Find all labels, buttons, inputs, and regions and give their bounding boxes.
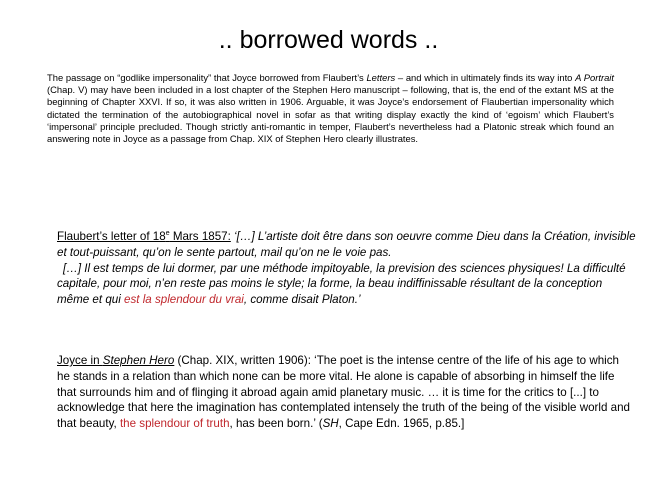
joyce-text-1: (Chap. XIX, written 1906): ‘The poet is the intense centre of the life of his age to which he stands in a relation than which none can be more vital. He alone is capable of absorbing in himself the life that surrounds him and of flinging it abroad again amid planetary music. … it is time for the critics to [...] to acknowledge that here the imagination has contemplated intensely the truth of the being of the visible world and that beauty, [57,354,630,431]
intro-portrait-title: A Portrait [575,72,614,83]
joyce-label-b: Stephen Hero [102,354,175,367]
flaubert-label [57,230,231,243]
joyce-sh-abbrev: SH [322,417,339,431]
intro-text-1: The passage on “godlike impersonality” that Joyce borrowed from Flaubert’s [47,72,367,83]
joyce-label-a: Joyce in [57,354,103,367]
intro-letters-title: Letters [366,72,396,83]
flaubert-quote-2: […] Il est temps de lui dormer, par une méthode impitoyable, la prevision des sciences physiques! La difficulté capitale, pour moi, n’en reste pas moins le style; la forme, la beau indiffinissable résultant de la conception même et qui [57,261,626,307]
joyce-text-3: , Cape Edn. 1965, p.85.] [338,417,465,431]
flaubert-quote-1: ‘[…] L’artiste doit être dans son oeuvre comme Dieu dans la Création, invisible et tout-puissant, qu’on le sente partout, mail qu’on ne le voie pas. [57,230,636,259]
slide-title: .. borrowed words .. [218,26,439,54]
intro-text-2: – and which in ultimately finds its way into [395,72,576,83]
joyce-highlight: the splendour of truth [119,417,230,431]
flaubert-highlight: est la splendour du vrai [124,293,244,307]
joyce-text-2: , has been born.’ ( [229,417,323,431]
flaubert-quote-3: , comme disait Platon.’ [243,293,361,307]
flaubert-quote [57,229,637,308]
flaubert-label-b: Mars 1857: [169,230,231,243]
joyce-quote [57,353,632,432]
intro-paragraph [47,72,614,145]
flaubert-label-sup: e [165,230,170,238]
flaubert-label-a: Flaubert’s letter of 18 [57,230,166,243]
intro-text-3: (Chap. V) may have been included in a lost chapter of the Stephen Hero manuscript – following, that is, the end of the extant MS at the beginning of Chapter XXVI. If so, it was also written in 1906. Arguable, it was Joyce’s endorsement of Flaubertian impersonality which dictated the termination of the autobiographical novel in sofar as that writing display exactly the kind of ‘egoism’ which Flaubert’s ‘impersonal’ principle precluded. Though strictly anti-romantic in temper, Flaubert’s nevertheless had a Platonic streak which found an answering note in Joyce as a passage from Chap. XIX of Stephen Hero clearly illustrates. [47,84,614,145]
joyce-label [57,354,174,367]
